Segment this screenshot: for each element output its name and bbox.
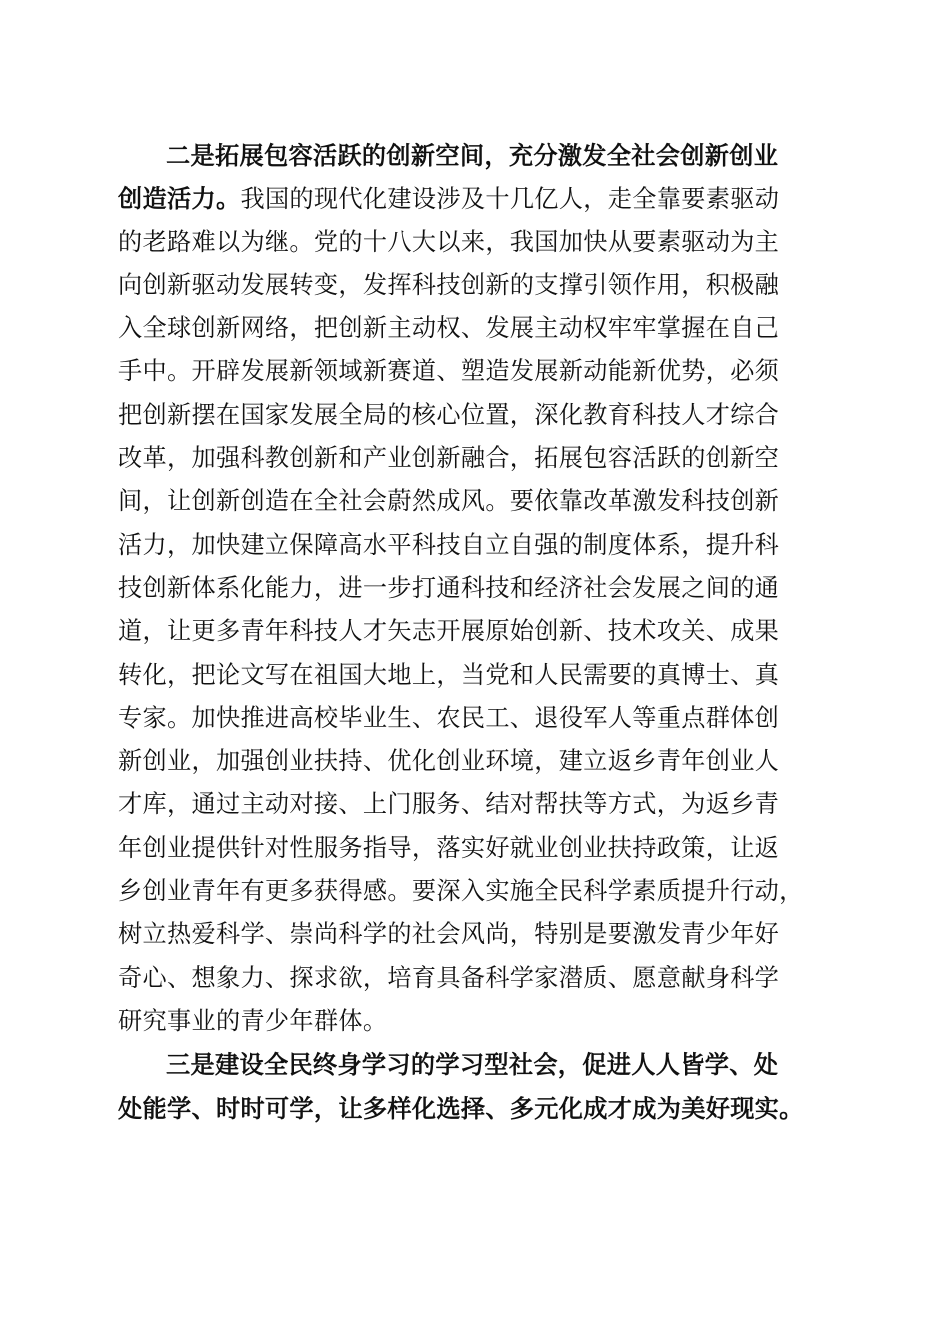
paragraph-2-line-2: [118, 1087, 838, 1130]
paragraph-1-line-19: 树立热爱科学、崇尚科学的社会风尚，特别是要激发青少年好: [118, 920, 780, 949]
paragraph-1-line-21: 研究事业的青少年群体。: [118, 1006, 388, 1035]
paragraph-1-line-4: 向创新驱动发展转变，发挥科技创新的支撑引领作用，积极融: [118, 270, 780, 299]
paragraph-1-lead-end: 创造活力。: [118, 184, 241, 214]
paragraph-1-line-15: 新创业，加强创业扶持、优化创业环境，建立返乡青年创业人: [118, 747, 780, 776]
paragraph-1-lead: 二是拓展包容活跃的创新空间，充分激发全社会创新创业: [166, 141, 779, 170]
paragraph-1-line-16: 才库，通过主动对接、上门服务、结对帮扶等方式，为返乡青: [118, 790, 780, 819]
paragraph-1-line-10: 活力，加快建立保障高水平科技自立自强的制度体系，提升科: [118, 530, 780, 559]
document-body: [118, 134, 838, 1130]
paragraph-1-line-17: 年创业提供针对性服务指导，落实好就业创业扶持政策，让返: [118, 833, 780, 862]
paragraph-1-line-18: 乡创业青年有更多获得感。要深入实施全民科学素质提升行动，: [118, 877, 804, 906]
paragraph-1-line-5: 入全球创新网络，把创新主动权、发展主动权牢牢掌握在自己: [118, 314, 780, 343]
paragraph-1-line-6: 手中。开辟发展新领域新赛道、塑造发展新动能新优势，必须: [118, 357, 780, 386]
paragraph-1-text: 我国的现代化建设涉及十几亿人，走全靠要素驱动: [240, 185, 780, 214]
paragraph-1-line-1: [118, 134, 838, 177]
paragraph-1-line-12: 道，让更多青年科技人才矢志开展原始创新、技术攻关、成果: [118, 617, 780, 646]
paragraph-1-line-20: 奇心、想象力、探求欲，培育具备科学家潜质、愿意献身科学: [118, 963, 780, 992]
paragraph-1-line-3: 的老路难以为继。党的十八大以来，我国加快从要素驱动为主: [118, 227, 780, 256]
paragraph-2-lead-end: 处能学、时时可学，让多样化选择、多元化成才成为美好现实。: [118, 1093, 804, 1123]
paragraph-1-line-11: 技创新体系化能力，进一步打通科技和经济社会发展之间的通: [118, 573, 780, 602]
paragraph-1-line-8: 改革，加强科教创新和产业创新融合，拓展包容活跃的创新空: [118, 444, 780, 473]
paragraph-2-lead: 三是建设全民终身学习的学习型社会，促进人人皆学、处: [166, 1050, 779, 1080]
paragraph-1-line-7: 把创新摆在国家发展全局的核心位置，深化教育科技人才综合: [118, 400, 780, 429]
paragraph-1-line-14: 专家。加快推进高校毕业生、农民工、退役军人等重点群体创: [118, 703, 780, 732]
paragraph-1-line-13: 转化，把论文写在祖国大地上，当党和人民需要的真博士、真: [118, 660, 780, 689]
paragraph-1-line-9: 间，让创新创造在全社会蔚然成风。要依靠改革激发科技创新: [118, 487, 780, 516]
paragraph-2-line-1: [118, 1043, 838, 1086]
paragraph-1-line-2: [118, 177, 838, 220]
